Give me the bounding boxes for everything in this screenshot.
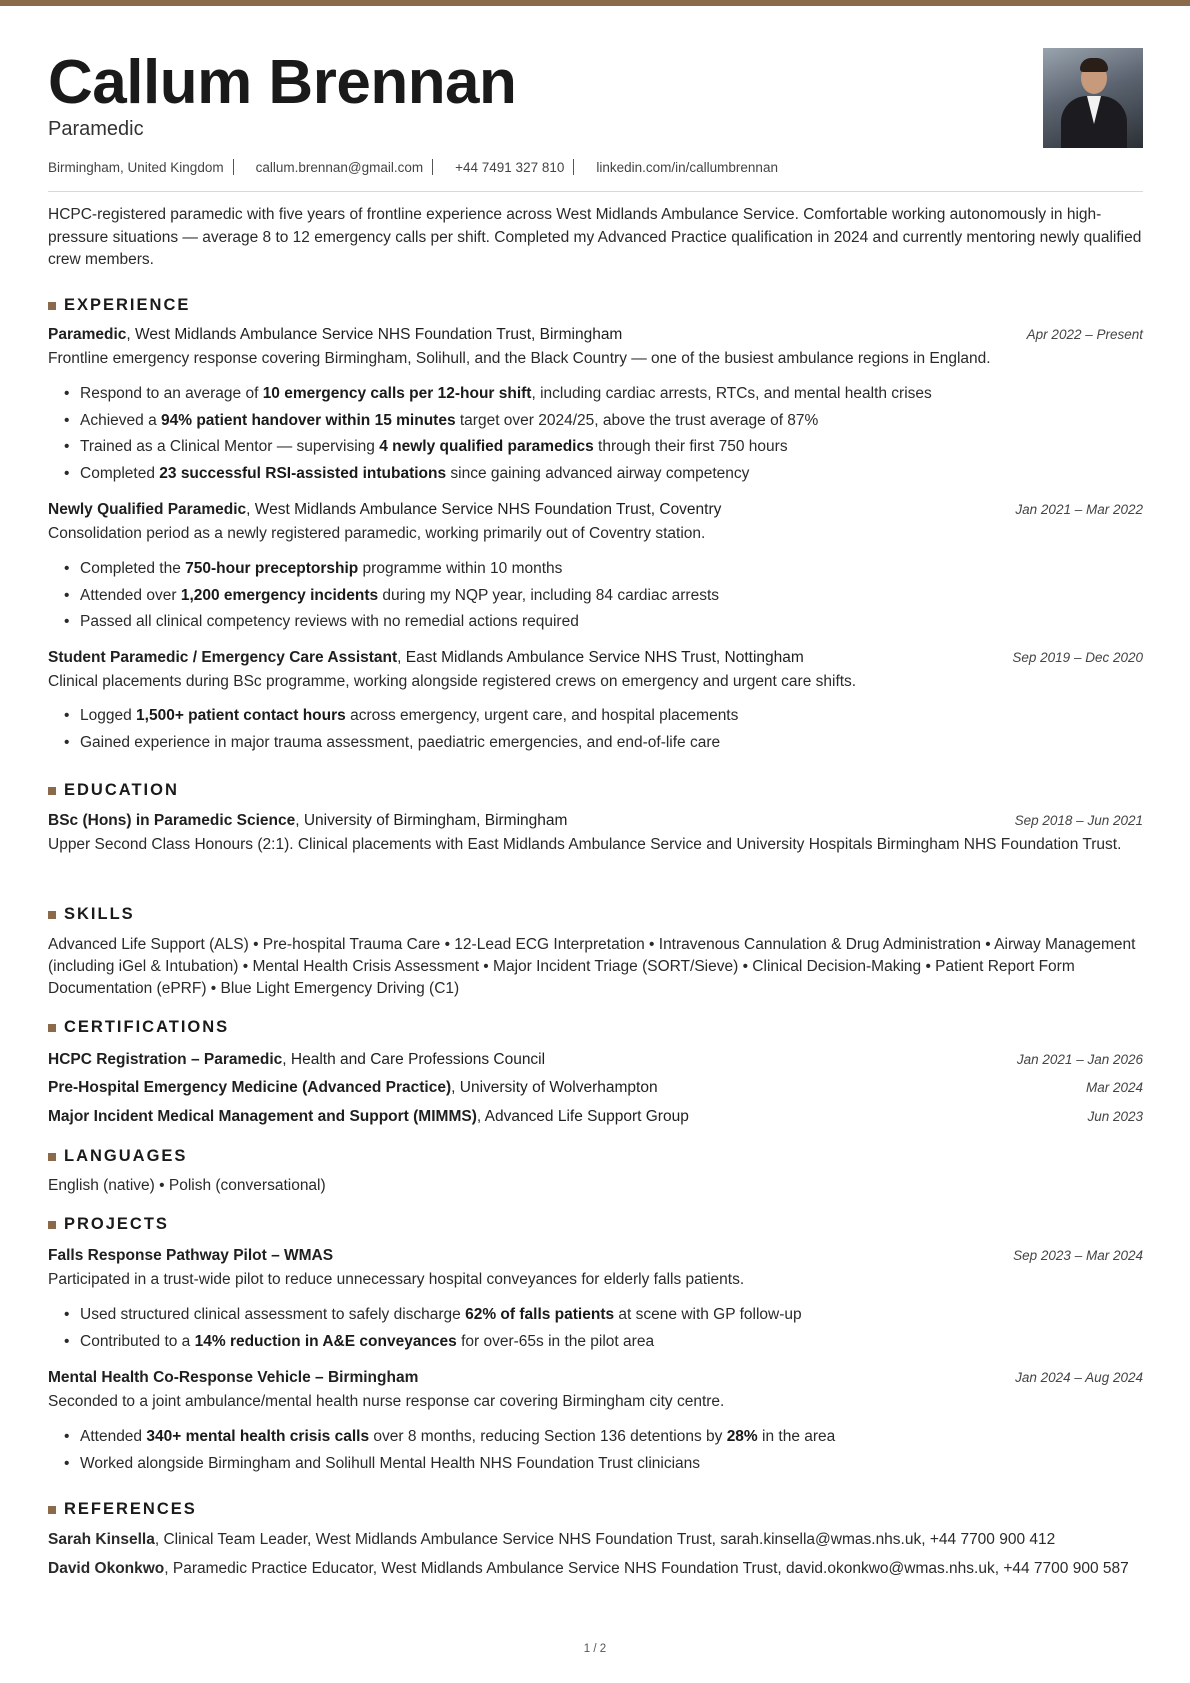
degree-date: Sep 2018 – Jun 2021 — [1014, 813, 1143, 828]
contact-phone[interactable]: +44 7491 327 810 — [455, 159, 565, 175]
contact-linkedin[interactable]: linkedin.com/in/callumbrennan — [596, 159, 778, 175]
contact-email[interactable]: callum.brennan@gmail.com — [255, 159, 424, 175]
project-entry-2 — [48, 1367, 1143, 1389]
certification-item: HCPC Registration – Paramedic, Health and Care Professions Council Jan 2021 – Jan 2026 — [48, 1049, 1143, 1071]
experience-entry-2 — [48, 499, 1143, 521]
candidate-name: Callum Brennan — [48, 48, 517, 117]
divider — [432, 159, 433, 175]
job-org: , West Midlands Ambulance Service NHS Foundation Trust, Birmingham — [126, 326, 623, 343]
section-marker — [48, 1221, 56, 1229]
section-education: EDUCATION — [48, 781, 179, 800]
job-title: Student Paramedic / Emergency Care Assistant — [48, 649, 398, 666]
certification-date: Jun 2023 — [1087, 1109, 1143, 1124]
bullet-list — [80, 381, 1140, 487]
job-org: , West Midlands Ambulance Service NHS Foundation Trust, Coventry — [246, 501, 722, 518]
project-title: Falls Response Pathway Pilot – WMAS — [48, 1247, 334, 1264]
header-divider — [48, 191, 1143, 192]
reference-name: Sarah Kinsella — [48, 1531, 155, 1548]
section-marker — [48, 1024, 56, 1032]
list-item: • Logged 1,500+ patient contact hours across emergency, urgent care, and hospital placements — [80, 703, 1140, 730]
resume-page — [48, 0, 1143, 1577]
list-item: • Worked alongside Birmingham and Solihull Mental Health NHS Foundation Trust clinicians — [80, 1451, 1140, 1478]
project-date: Jan 2024 – Aug 2024 — [1015, 1370, 1143, 1385]
project-entry-1 — [48, 1245, 1143, 1267]
bullet-list — [80, 1424, 1140, 1477]
contact-line — [48, 159, 778, 175]
job-title: Paramedic — [48, 326, 127, 343]
job-org: , East Midlands Ambulance Service NHS Trust, Nottingham — [397, 649, 804, 666]
list-item: • Trained as a Clinical Mentor — supervising 4 newly qualified paramedics through their first 750 hours — [80, 434, 1140, 461]
job-date: Apr 2022 – Present — [1026, 327, 1143, 342]
list-item: • Achieved a 94% patient handover within 15 minutes target over 2024/25, above the trust average of 87% — [80, 408, 1140, 435]
reference-detail: , Clinical Team Leader, West Midlands Ambulance Service NHS Foundation Trust, sarah.kinsella@wmas.nhs.uk, +44 7700 900 412 — [154, 1531, 1056, 1548]
section-languages: LANGUAGES — [48, 1147, 187, 1166]
list-item: • Gained experience in major trauma assessment, paediatric emergencies, and end-of-life care — [80, 730, 1140, 757]
degree-org: , University of Birmingham, Birmingham — [295, 812, 568, 829]
project-description: Participated in a trust-wide pilot to reduce unnecessary hospital conveyances for elderly falls patients. — [48, 1271, 745, 1288]
bullet-list — [80, 1302, 1140, 1355]
reference-name: David Okonkwo — [48, 1560, 165, 1577]
page-number: 1 / 2 — [583, 1643, 607, 1655]
divider — [573, 159, 574, 175]
job-date: Jan 2021 – Mar 2022 — [1015, 502, 1143, 517]
experience-entry-3 — [48, 647, 1143, 669]
section-certifications: CERTIFICATIONS — [48, 1018, 229, 1037]
contact-location: Birmingham, United Kingdom — [48, 159, 224, 175]
bullet-list — [80, 556, 1140, 636]
section-marker — [48, 911, 56, 919]
project-date: Sep 2023 – Mar 2024 — [1013, 1248, 1143, 1263]
section-skills: SKILLS — [48, 905, 135, 924]
job-description: Frontline emergency response covering Birmingham, Solihull, and the Black Country — one of the busiest ambulance regions in England. — [48, 350, 991, 367]
job-date: Sep 2019 – Dec 2020 — [1012, 650, 1143, 665]
candidate-role: Paramedic — [48, 118, 144, 140]
bullet-list — [80, 703, 1140, 756]
divider — [233, 159, 234, 175]
section-marker — [48, 302, 56, 310]
job-description: Clinical placements during BSc programme, working alongside registered crews on emergency and urgent care shifts. — [48, 673, 857, 690]
education-entry — [48, 810, 1143, 832]
languages-list: English (native) • Polish (conversational) — [48, 1177, 326, 1194]
job-title: Newly Qualified Paramedic — [48, 501, 247, 518]
certification-date: Jan 2021 – Jan 2026 — [1016, 1052, 1143, 1067]
section-experience: EXPERIENCE — [48, 296, 190, 315]
profile-summary: HCPC-registered paramedic with five years of frontline experience across West Midlands Ambulance Service. Comfortable working autonomously in high-pressure situations — average 8 to 12 emergency calls per shift. Completed my Advanced Practice qualification in 2024 and currently mentoring newly qualified crew members. — [48, 206, 1142, 268]
certification-item: Pre-Hospital Emergency Medicine (Advanced Practice), University of Wolverhampton Mar 2024 — [48, 1077, 1143, 1099]
certification-item: Major Incident Medical Management and Support (MIMMS), Advanced Life Support Group Jun 2023 — [48, 1106, 1143, 1128]
section-marker — [48, 787, 56, 795]
resume-header — [48, 0, 1143, 192]
section-marker — [48, 1506, 56, 1514]
degree-title: BSc (Hons) in Paramedic Science — [48, 812, 296, 829]
section-references: REFERENCES — [48, 1500, 197, 1519]
project-title: Mental Health Co-Response Vehicle – Birmingham — [48, 1369, 419, 1386]
list-item: • Contributed to a 14% reduction in A&E conveyances for over-65s in the pilot area — [80, 1329, 1140, 1356]
profile-photo — [1043, 48, 1143, 148]
experience-entry-1 — [48, 324, 1143, 346]
list-item: • Attended 340+ mental health crisis calls over 8 months, reducing Section 136 detentions by 28% in the area — [80, 1424, 1140, 1451]
list-item: • Used structured clinical assessment to safely discharge 62% of falls patients at scene with GP follow-up — [80, 1302, 1140, 1329]
job-description: Consolidation period as a newly registered paramedic, working primarily out of Coventry station. — [48, 525, 706, 542]
list-item: • Completed the 750-hour preceptorship programme within 10 months — [80, 556, 1140, 583]
list-item: • Respond to an average of 10 emergency calls per 12-hour shift, including cardiac arrests, RTCs, and mental health crises — [80, 381, 1140, 408]
reference-detail: , Paramedic Practice Educator, West Midlands Ambulance Service NHS Foundation Trust, david.okonkwo@wmas.nhs.uk, +44 7700 900 587 — [164, 1560, 1129, 1577]
reference-item — [48, 1529, 1143, 1552]
section-marker — [48, 1153, 56, 1161]
certification-date: Mar 2024 — [1085, 1080, 1143, 1095]
reference-item — [48, 1558, 1143, 1581]
degree-description: Upper Second Class Honours (2:1). Clinical placements with East Midlands Ambulance Service and University Hospitals Birmingham NHS Foundation Trust. — [48, 836, 1122, 853]
section-projects: PROJECTS — [48, 1215, 169, 1234]
skills-list: Advanced Life Support (ALS) • Pre-hospital Trauma Care • 12-Lead ECG Interpretation • Intravenous Cannulation & Drug Administration • Airway Management (including iGel & Intubation) • Mental Health Crisis Assessment • Major Incident Triage (SORT/Sieve) • Clinical Decision-Making • Patient Report Form Documentation (ePRF) • Blue Light Emergency Driving (C1) — [48, 936, 1136, 997]
list-item: • Attended over 1,200 emergency incidents during my NQP year, including 84 cardiac arrests — [80, 583, 1140, 610]
list-item: • Completed 23 successful RSI-assisted intubations since gaining advanced airway competency — [80, 461, 1140, 488]
list-item: • Passed all clinical competency reviews with no remedial actions required — [80, 609, 1140, 636]
project-description: Seconded to a joint ambulance/mental health nurse response car covering Birmingham city centre. — [48, 1393, 725, 1410]
